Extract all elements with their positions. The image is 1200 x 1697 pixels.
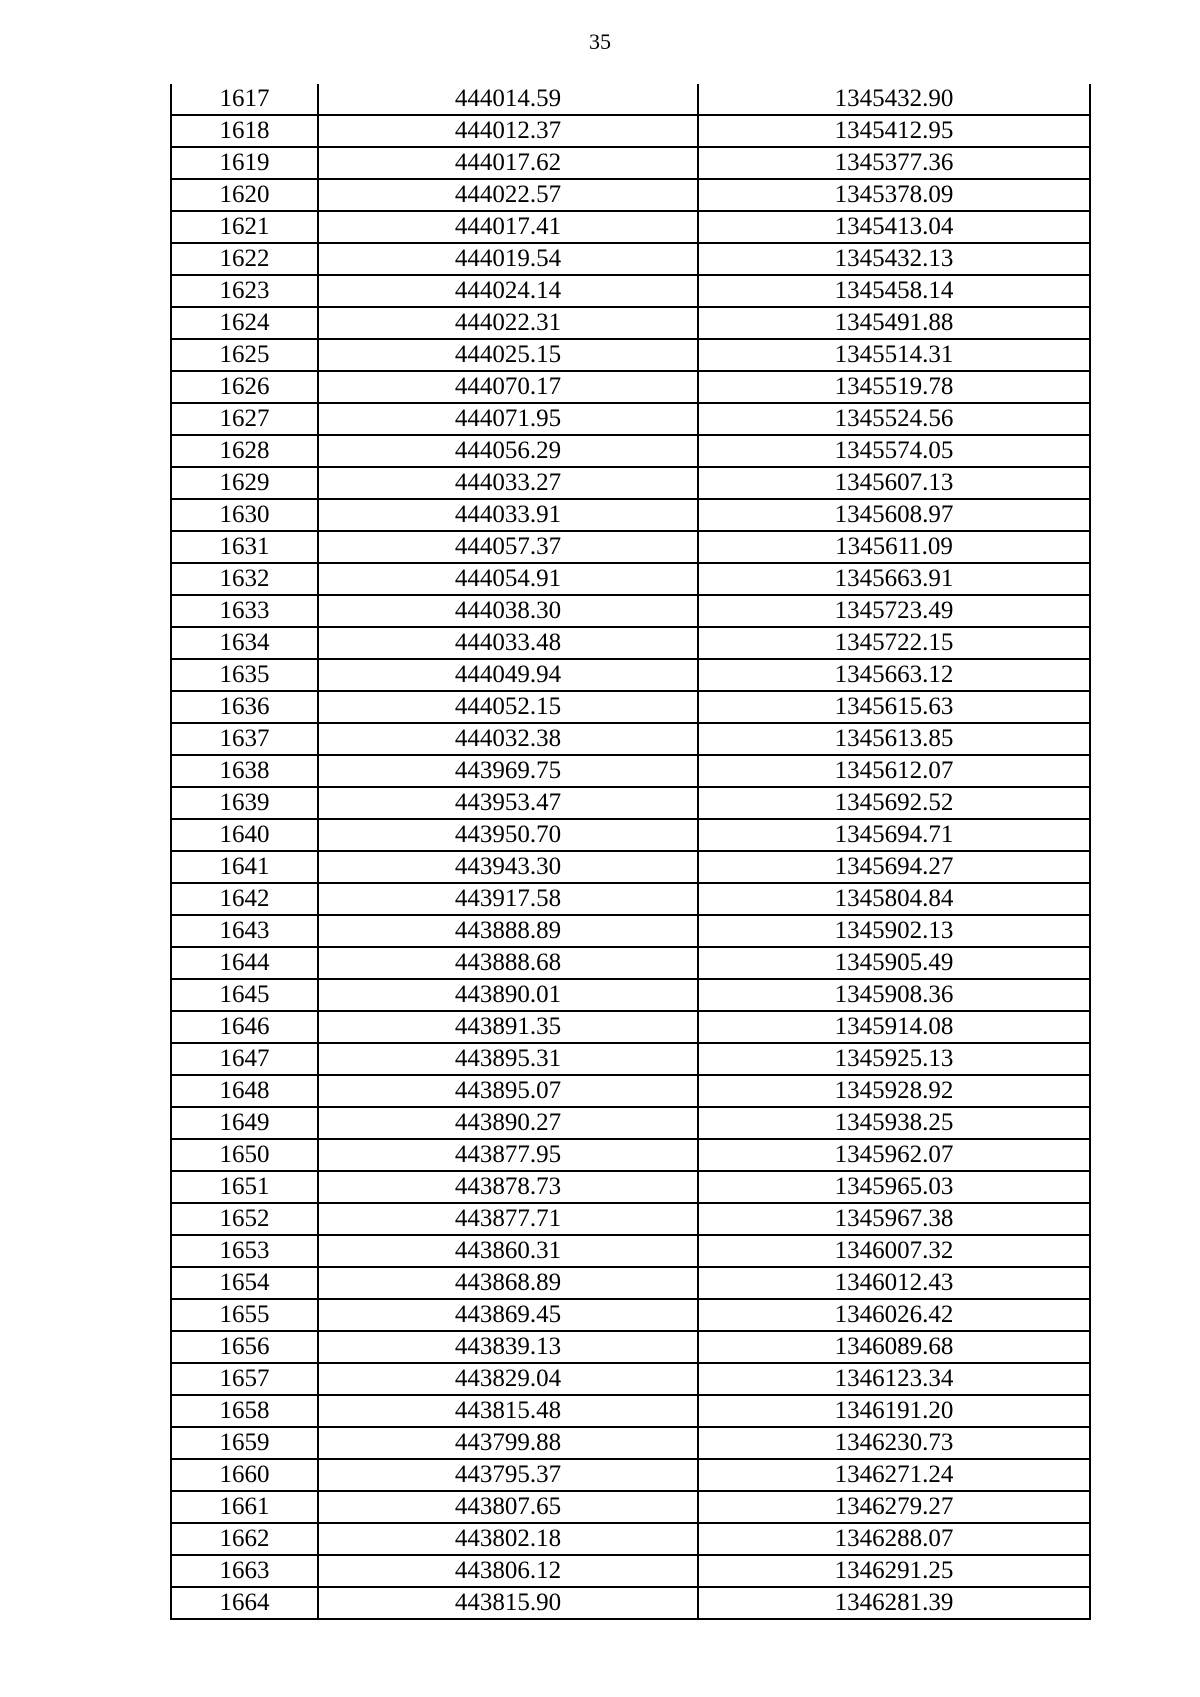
table-row bbox=[171, 883, 1090, 915]
point-number-cell: 1647 bbox=[171, 1043, 318, 1075]
y-coordinate-cell: 1345524.56 bbox=[698, 403, 1090, 435]
x-coordinate-cell: 444049.94 bbox=[318, 659, 698, 691]
y-coordinate-cell: 1346191.20 bbox=[698, 1395, 1090, 1427]
table-row bbox=[171, 1043, 1090, 1075]
point-number-cell: 1641 bbox=[171, 851, 318, 883]
y-coordinate-cell: 1345928.92 bbox=[698, 1075, 1090, 1107]
x-coordinate-cell: 443888.68 bbox=[318, 947, 698, 979]
y-coordinate-cell: 1345412.95 bbox=[698, 115, 1090, 147]
y-coordinate-cell: 1345615.63 bbox=[698, 691, 1090, 723]
x-coordinate-cell: 444025.15 bbox=[318, 339, 698, 371]
y-coordinate-cell: 1345413.04 bbox=[698, 211, 1090, 243]
point-number-cell: 1626 bbox=[171, 371, 318, 403]
table-row bbox=[171, 627, 1090, 659]
table-row bbox=[171, 499, 1090, 531]
point-number-cell: 1628 bbox=[171, 435, 318, 467]
point-number-cell: 1620 bbox=[171, 179, 318, 211]
table-row bbox=[171, 371, 1090, 403]
y-coordinate-cell: 1345967.38 bbox=[698, 1203, 1090, 1235]
x-coordinate-cell: 443868.89 bbox=[318, 1267, 698, 1299]
table-row bbox=[171, 851, 1090, 883]
table-row bbox=[171, 595, 1090, 627]
table-row bbox=[171, 723, 1090, 755]
table-row bbox=[171, 563, 1090, 595]
point-number-cell: 1656 bbox=[171, 1331, 318, 1363]
y-coordinate-cell: 1345491.88 bbox=[698, 307, 1090, 339]
x-coordinate-cell: 443877.95 bbox=[318, 1139, 698, 1171]
point-number-cell: 1633 bbox=[171, 595, 318, 627]
x-coordinate-cell: 443917.58 bbox=[318, 883, 698, 915]
y-coordinate-cell: 1345804.84 bbox=[698, 883, 1090, 915]
y-coordinate-cell: 1346288.07 bbox=[698, 1523, 1090, 1555]
point-number-cell: 1634 bbox=[171, 627, 318, 659]
point-number-cell: 1648 bbox=[171, 1075, 318, 1107]
table-row bbox=[171, 339, 1090, 371]
page-number: 35 bbox=[589, 29, 611, 54]
table-row bbox=[171, 531, 1090, 563]
y-coordinate-cell: 1346007.32 bbox=[698, 1235, 1090, 1267]
x-coordinate-cell: 443795.37 bbox=[318, 1459, 698, 1491]
x-coordinate-cell: 443943.30 bbox=[318, 851, 698, 883]
table-row bbox=[171, 1299, 1090, 1331]
point-number-cell: 1635 bbox=[171, 659, 318, 691]
point-number-cell: 1650 bbox=[171, 1139, 318, 1171]
table-row bbox=[171, 115, 1090, 147]
y-coordinate-cell: 1345925.13 bbox=[698, 1043, 1090, 1075]
x-coordinate-cell: 444033.91 bbox=[318, 499, 698, 531]
x-coordinate-cell: 443878.73 bbox=[318, 1171, 698, 1203]
x-coordinate-cell: 443815.48 bbox=[318, 1395, 698, 1427]
x-coordinate-cell: 444056.29 bbox=[318, 435, 698, 467]
point-number-cell: 1645 bbox=[171, 979, 318, 1011]
table-row bbox=[171, 787, 1090, 819]
y-coordinate-cell: 1345908.36 bbox=[698, 979, 1090, 1011]
x-coordinate-cell: 444070.17 bbox=[318, 371, 698, 403]
point-number-cell: 1663 bbox=[171, 1555, 318, 1587]
x-coordinate-cell: 443969.75 bbox=[318, 755, 698, 787]
table-row bbox=[171, 307, 1090, 339]
x-coordinate-cell: 443839.13 bbox=[318, 1331, 698, 1363]
y-coordinate-cell: 1345432.13 bbox=[698, 243, 1090, 275]
x-coordinate-cell: 444017.62 bbox=[318, 147, 698, 179]
table-row bbox=[171, 467, 1090, 499]
point-number-cell: 1629 bbox=[171, 467, 318, 499]
y-coordinate-cell: 1345432.90 bbox=[698, 84, 1090, 115]
y-coordinate-cell: 1346012.43 bbox=[698, 1267, 1090, 1299]
y-coordinate-cell: 1346123.34 bbox=[698, 1363, 1090, 1395]
table-row bbox=[171, 915, 1090, 947]
x-coordinate-cell: 443807.65 bbox=[318, 1491, 698, 1523]
point-number-cell: 1653 bbox=[171, 1235, 318, 1267]
y-coordinate-cell: 1346230.73 bbox=[698, 1427, 1090, 1459]
x-coordinate-cell: 443895.07 bbox=[318, 1075, 698, 1107]
x-coordinate-cell: 443877.71 bbox=[318, 1203, 698, 1235]
y-coordinate-cell: 1346279.27 bbox=[698, 1491, 1090, 1523]
table-row bbox=[171, 243, 1090, 275]
x-coordinate-cell: 443895.31 bbox=[318, 1043, 698, 1075]
table-row bbox=[171, 275, 1090, 307]
table-row bbox=[171, 84, 1090, 115]
y-coordinate-cell: 1345519.78 bbox=[698, 371, 1090, 403]
table-row bbox=[171, 1267, 1090, 1299]
y-coordinate-cell: 1345611.09 bbox=[698, 531, 1090, 563]
point-number-cell: 1622 bbox=[171, 243, 318, 275]
x-coordinate-cell: 444022.31 bbox=[318, 307, 698, 339]
x-coordinate-cell: 444052.15 bbox=[318, 691, 698, 723]
table-row bbox=[171, 1459, 1090, 1491]
table-row bbox=[171, 691, 1090, 723]
point-number-cell: 1644 bbox=[171, 947, 318, 979]
table-row bbox=[171, 819, 1090, 851]
x-coordinate-cell: 444033.27 bbox=[318, 467, 698, 499]
point-number-cell: 1621 bbox=[171, 211, 318, 243]
y-coordinate-cell: 1345965.03 bbox=[698, 1171, 1090, 1203]
point-number-cell: 1639 bbox=[171, 787, 318, 819]
table-row bbox=[171, 1139, 1090, 1171]
y-coordinate-cell: 1346281.39 bbox=[698, 1587, 1090, 1619]
table-row bbox=[171, 179, 1090, 211]
table-row bbox=[171, 211, 1090, 243]
table-row bbox=[171, 1587, 1090, 1619]
y-coordinate-cell: 1345694.71 bbox=[698, 819, 1090, 851]
point-number-cell: 1638 bbox=[171, 755, 318, 787]
y-coordinate-cell: 1345378.09 bbox=[698, 179, 1090, 211]
x-coordinate-cell: 443802.18 bbox=[318, 1523, 698, 1555]
table-row bbox=[171, 1107, 1090, 1139]
point-number-cell: 1631 bbox=[171, 531, 318, 563]
x-coordinate-cell: 444038.30 bbox=[318, 595, 698, 627]
x-coordinate-cell: 444032.38 bbox=[318, 723, 698, 755]
point-number-cell: 1660 bbox=[171, 1459, 318, 1491]
point-number-cell: 1661 bbox=[171, 1491, 318, 1523]
point-number-cell: 1642 bbox=[171, 883, 318, 915]
point-number-cell: 1655 bbox=[171, 1299, 318, 1331]
x-coordinate-cell: 443890.27 bbox=[318, 1107, 698, 1139]
x-coordinate-cell: 444033.48 bbox=[318, 627, 698, 659]
y-coordinate-cell: 1345694.27 bbox=[698, 851, 1090, 883]
point-number-cell: 1649 bbox=[171, 1107, 318, 1139]
y-coordinate-cell: 1345663.12 bbox=[698, 659, 1090, 691]
point-number-cell: 1632 bbox=[171, 563, 318, 595]
y-coordinate-cell: 1345514.31 bbox=[698, 339, 1090, 371]
point-number-cell: 1658 bbox=[171, 1395, 318, 1427]
table-row bbox=[171, 947, 1090, 979]
x-coordinate-cell: 444054.91 bbox=[318, 563, 698, 595]
table-row bbox=[171, 435, 1090, 467]
y-coordinate-cell: 1345722.15 bbox=[698, 627, 1090, 659]
x-coordinate-cell: 443953.47 bbox=[318, 787, 698, 819]
point-number-cell: 1657 bbox=[171, 1363, 318, 1395]
x-coordinate-cell: 444057.37 bbox=[318, 531, 698, 563]
point-number-cell: 1623 bbox=[171, 275, 318, 307]
x-coordinate-cell: 443799.88 bbox=[318, 1427, 698, 1459]
point-number-cell: 1619 bbox=[171, 147, 318, 179]
coordinates-table bbox=[170, 84, 1091, 1620]
table-row bbox=[171, 1555, 1090, 1587]
y-coordinate-cell: 1345377.36 bbox=[698, 147, 1090, 179]
x-coordinate-cell: 444071.95 bbox=[318, 403, 698, 435]
point-number-cell: 1640 bbox=[171, 819, 318, 851]
table-row bbox=[171, 1523, 1090, 1555]
point-number-cell: 1618 bbox=[171, 115, 318, 147]
x-coordinate-cell: 444014.59 bbox=[318, 84, 698, 115]
x-coordinate-cell: 444012.37 bbox=[318, 115, 698, 147]
point-number-cell: 1664 bbox=[171, 1587, 318, 1619]
table-row bbox=[171, 1171, 1090, 1203]
table-row bbox=[171, 147, 1090, 179]
point-number-cell: 1654 bbox=[171, 1267, 318, 1299]
point-number-cell: 1630 bbox=[171, 499, 318, 531]
point-number-cell: 1625 bbox=[171, 339, 318, 371]
y-coordinate-cell: 1345663.91 bbox=[698, 563, 1090, 595]
table-row bbox=[171, 755, 1090, 787]
point-number-cell: 1652 bbox=[171, 1203, 318, 1235]
x-coordinate-cell: 444024.14 bbox=[318, 275, 698, 307]
y-coordinate-cell: 1345608.97 bbox=[698, 499, 1090, 531]
coordinates-table-body bbox=[171, 84, 1090, 1619]
table-row bbox=[171, 1235, 1090, 1267]
y-coordinate-cell: 1345723.49 bbox=[698, 595, 1090, 627]
x-coordinate-cell: 443806.12 bbox=[318, 1555, 698, 1587]
y-coordinate-cell: 1345902.13 bbox=[698, 915, 1090, 947]
point-number-cell: 1643 bbox=[171, 915, 318, 947]
x-coordinate-cell: 443888.89 bbox=[318, 915, 698, 947]
y-coordinate-cell: 1345692.52 bbox=[698, 787, 1090, 819]
point-number-cell: 1624 bbox=[171, 307, 318, 339]
point-number-cell: 1627 bbox=[171, 403, 318, 435]
point-number-cell: 1636 bbox=[171, 691, 318, 723]
table-row bbox=[171, 1011, 1090, 1043]
point-number-cell: 1646 bbox=[171, 1011, 318, 1043]
x-coordinate-cell: 443869.45 bbox=[318, 1299, 698, 1331]
point-number-cell: 1662 bbox=[171, 1523, 318, 1555]
x-coordinate-cell: 444019.54 bbox=[318, 243, 698, 275]
table-row bbox=[171, 1203, 1090, 1235]
x-coordinate-cell: 443815.90 bbox=[318, 1587, 698, 1619]
table-row bbox=[171, 1363, 1090, 1395]
table-row bbox=[171, 403, 1090, 435]
y-coordinate-cell: 1345458.14 bbox=[698, 275, 1090, 307]
x-coordinate-cell: 443829.04 bbox=[318, 1363, 698, 1395]
x-coordinate-cell: 444022.57 bbox=[318, 179, 698, 211]
y-coordinate-cell: 1346026.42 bbox=[698, 1299, 1090, 1331]
point-number-cell: 1651 bbox=[171, 1171, 318, 1203]
y-coordinate-cell: 1345613.85 bbox=[698, 723, 1090, 755]
y-coordinate-cell: 1345905.49 bbox=[698, 947, 1090, 979]
table-row bbox=[171, 1395, 1090, 1427]
point-number-cell: 1659 bbox=[171, 1427, 318, 1459]
y-coordinate-cell: 1346271.24 bbox=[698, 1459, 1090, 1491]
table-row bbox=[171, 1427, 1090, 1459]
y-coordinate-cell: 1346291.25 bbox=[698, 1555, 1090, 1587]
table-row bbox=[171, 1491, 1090, 1523]
x-coordinate-cell: 443891.35 bbox=[318, 1011, 698, 1043]
x-coordinate-cell: 443860.31 bbox=[318, 1235, 698, 1267]
table-row bbox=[171, 979, 1090, 1011]
y-coordinate-cell: 1345938.25 bbox=[698, 1107, 1090, 1139]
x-coordinate-cell: 443890.01 bbox=[318, 979, 698, 1011]
point-number-cell: 1617 bbox=[219, 85, 270, 112]
table-row bbox=[171, 1075, 1090, 1107]
y-coordinate-cell: 1345914.08 bbox=[698, 1011, 1090, 1043]
y-coordinate-cell: 1345607.13 bbox=[698, 467, 1090, 499]
y-coordinate-cell: 1346089.68 bbox=[698, 1331, 1090, 1363]
y-coordinate-cell: 1345574.05 bbox=[698, 435, 1090, 467]
x-coordinate-cell: 443950.70 bbox=[318, 819, 698, 851]
table-row bbox=[171, 1331, 1090, 1363]
y-coordinate-cell: 1345612.07 bbox=[698, 755, 1090, 787]
y-coordinate-cell: 1345962.07 bbox=[698, 1139, 1090, 1171]
x-coordinate-cell: 444017.41 bbox=[318, 211, 698, 243]
point-number-cell: 1637 bbox=[171, 723, 318, 755]
table-row bbox=[171, 659, 1090, 691]
